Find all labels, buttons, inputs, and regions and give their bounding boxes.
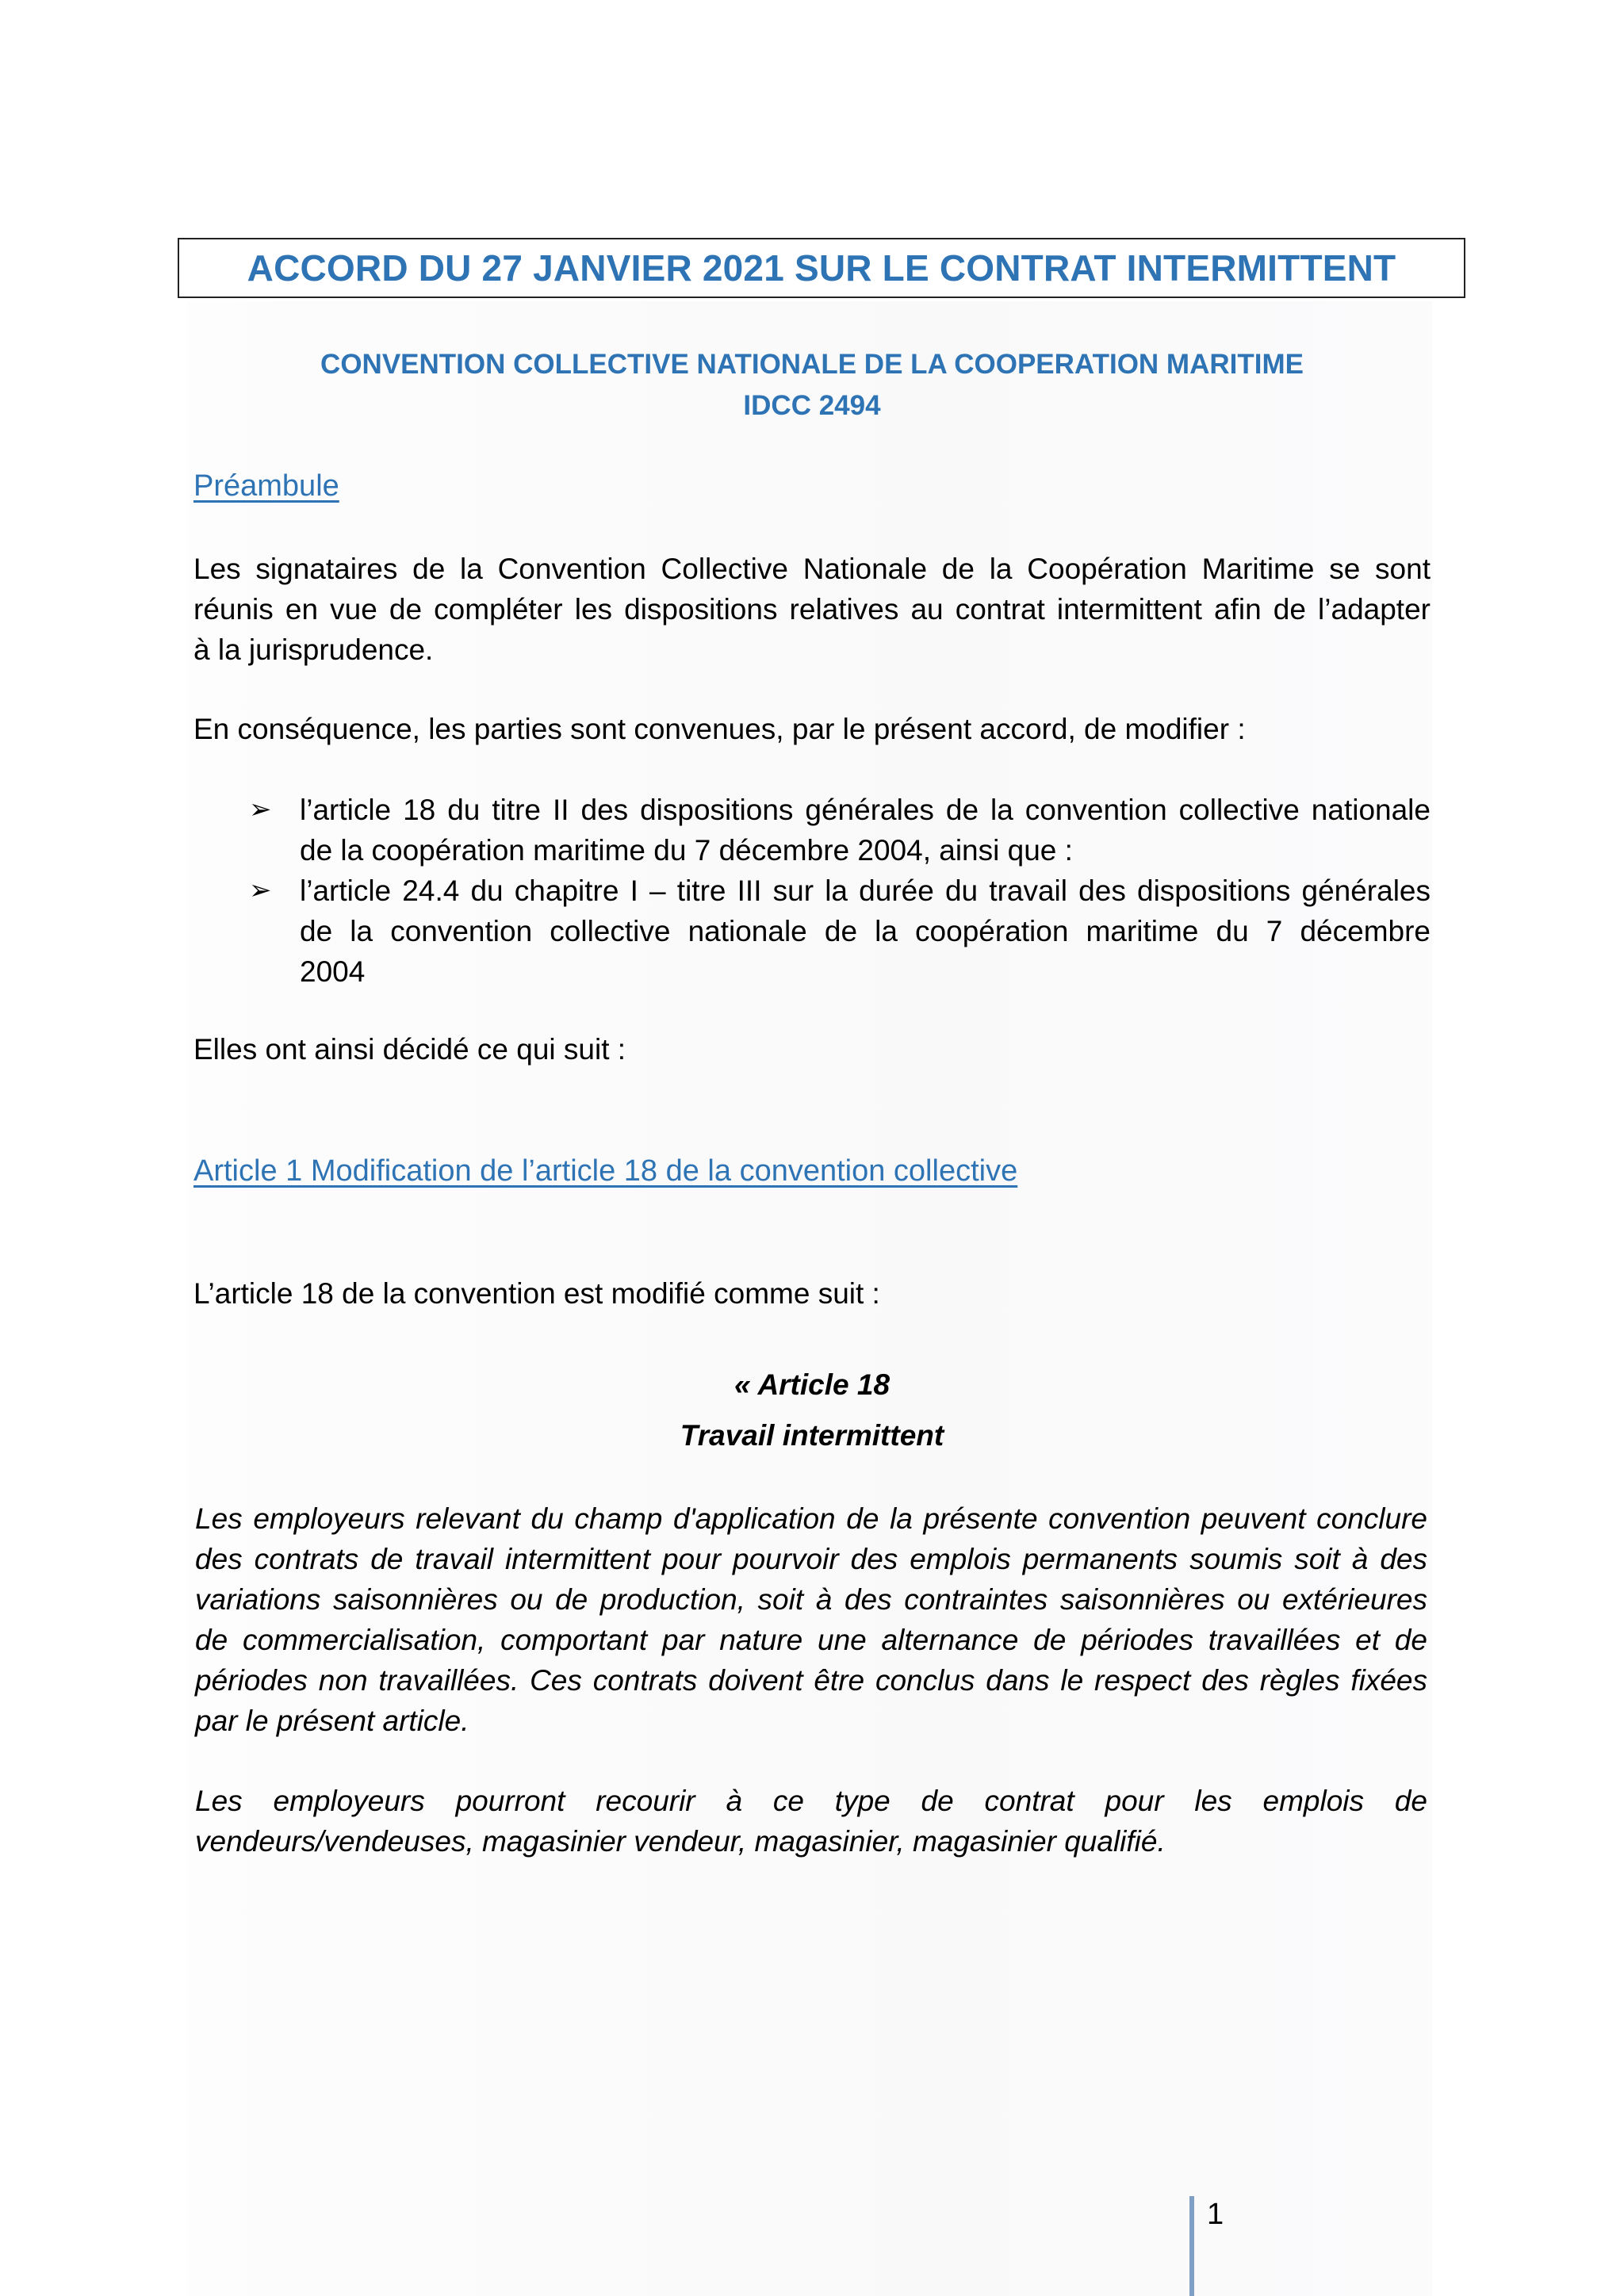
text-line: vendeurs/vendeuses, magasinier vendeur, magasinier, magasinier qualifié.: [195, 1825, 1166, 1858]
preamble-paragraph-1: [193, 549, 1431, 670]
text-line: variations saisonnières ou de production, soit à des contraintes saisonnières ou extérieures: [195, 1583, 1427, 1616]
document-title-text: ACCORD DU 27 JANVIER 2021 SUR LE CONTRAT INTERMITTENT: [247, 247, 1396, 289]
article-1-heading[interactable]: Article 1 Modification de l’article 18 de la convention collective: [193, 1154, 1018, 1188]
list-item: [193, 790, 1431, 871]
text-line: Les employeurs pourront recourir à ce type de contrat pour les emplois de: [195, 1785, 1427, 1817]
subtitle-convention: CONVENTION COLLECTIVE NATIONALE DE LA COOPERATION MARITIME: [320, 349, 1304, 380]
text-line: Elles ont ainsi décidé ce qui suit :: [193, 1033, 626, 1066]
document-title: [178, 238, 1465, 298]
text-line: Les signataires de la Convention Collective Nationale de la Coopération Maritime se sont: [193, 553, 1431, 585]
arrow-bullet-icon: ➢: [249, 794, 272, 825]
decision-paragraph: [193, 1029, 1431, 1070]
article-18-paragraph-2: [195, 1781, 1427, 1862]
text-line: 2004: [300, 955, 366, 988]
text-line: L’article 18 de la convention est modifié comme suit :: [193, 1277, 880, 1310]
text-line: l’article 18 du titre II des dispositions générales de la convention collective nationale: [300, 794, 1431, 826]
modification-list: [193, 790, 1431, 992]
text-line: périodes non travaillées. Ces contrats doivent être conclus dans le respect des règles fixées: [195, 1664, 1427, 1697]
article-18-heading: « Article 18: [733, 1368, 891, 1401]
preamble-paragraph-2: [193, 709, 1431, 749]
article-18-subheading: Travail intermittent: [680, 1419, 944, 1452]
article-18-paragraph-1: [195, 1498, 1427, 1741]
preamble-heading[interactable]: Préambule: [193, 469, 339, 503]
list-item: [193, 871, 1431, 992]
text-line: par le présent article.: [195, 1705, 469, 1737]
text-line: Les employeurs relevant du champ d'application de la présente convention peuvent conclure: [195, 1502, 1427, 1535]
text-line: de commercialisation, comportant par nature une alternance de périodes travaillées et de: [195, 1624, 1427, 1656]
arrow-bullet-icon: ➢: [249, 875, 272, 905]
text-line: des contrats de travail intermittent pour pourvoir des emplois permanents soumis soit à des: [195, 1543, 1427, 1575]
subtitle-idcc: IDCC 2494: [743, 390, 881, 421]
text-line: de la coopération maritime du 7 décembre 2004, ainsi que :: [300, 834, 1073, 867]
text-line: l’article 24.4 du chapitre I – titre III sur la durée du travail des dispositions générales: [300, 874, 1431, 907]
text-line: réunis en vue de compléter les dispositions relatives au contrat intermittent afin de l’adapter: [193, 593, 1431, 626]
page-number: 1: [1207, 2198, 1224, 2231]
text-line: à la jurisprudence.: [193, 633, 434, 666]
text-line: En conséquence, les parties sont convenues, par le présent accord, de modifier :: [193, 713, 1246, 745]
page-number-bar: [1189, 2196, 1194, 2296]
text-line: de la convention collective nationale de la coopération maritime du 7 décembre: [300, 915, 1431, 947]
article-1-intro: [193, 1273, 1431, 1314]
